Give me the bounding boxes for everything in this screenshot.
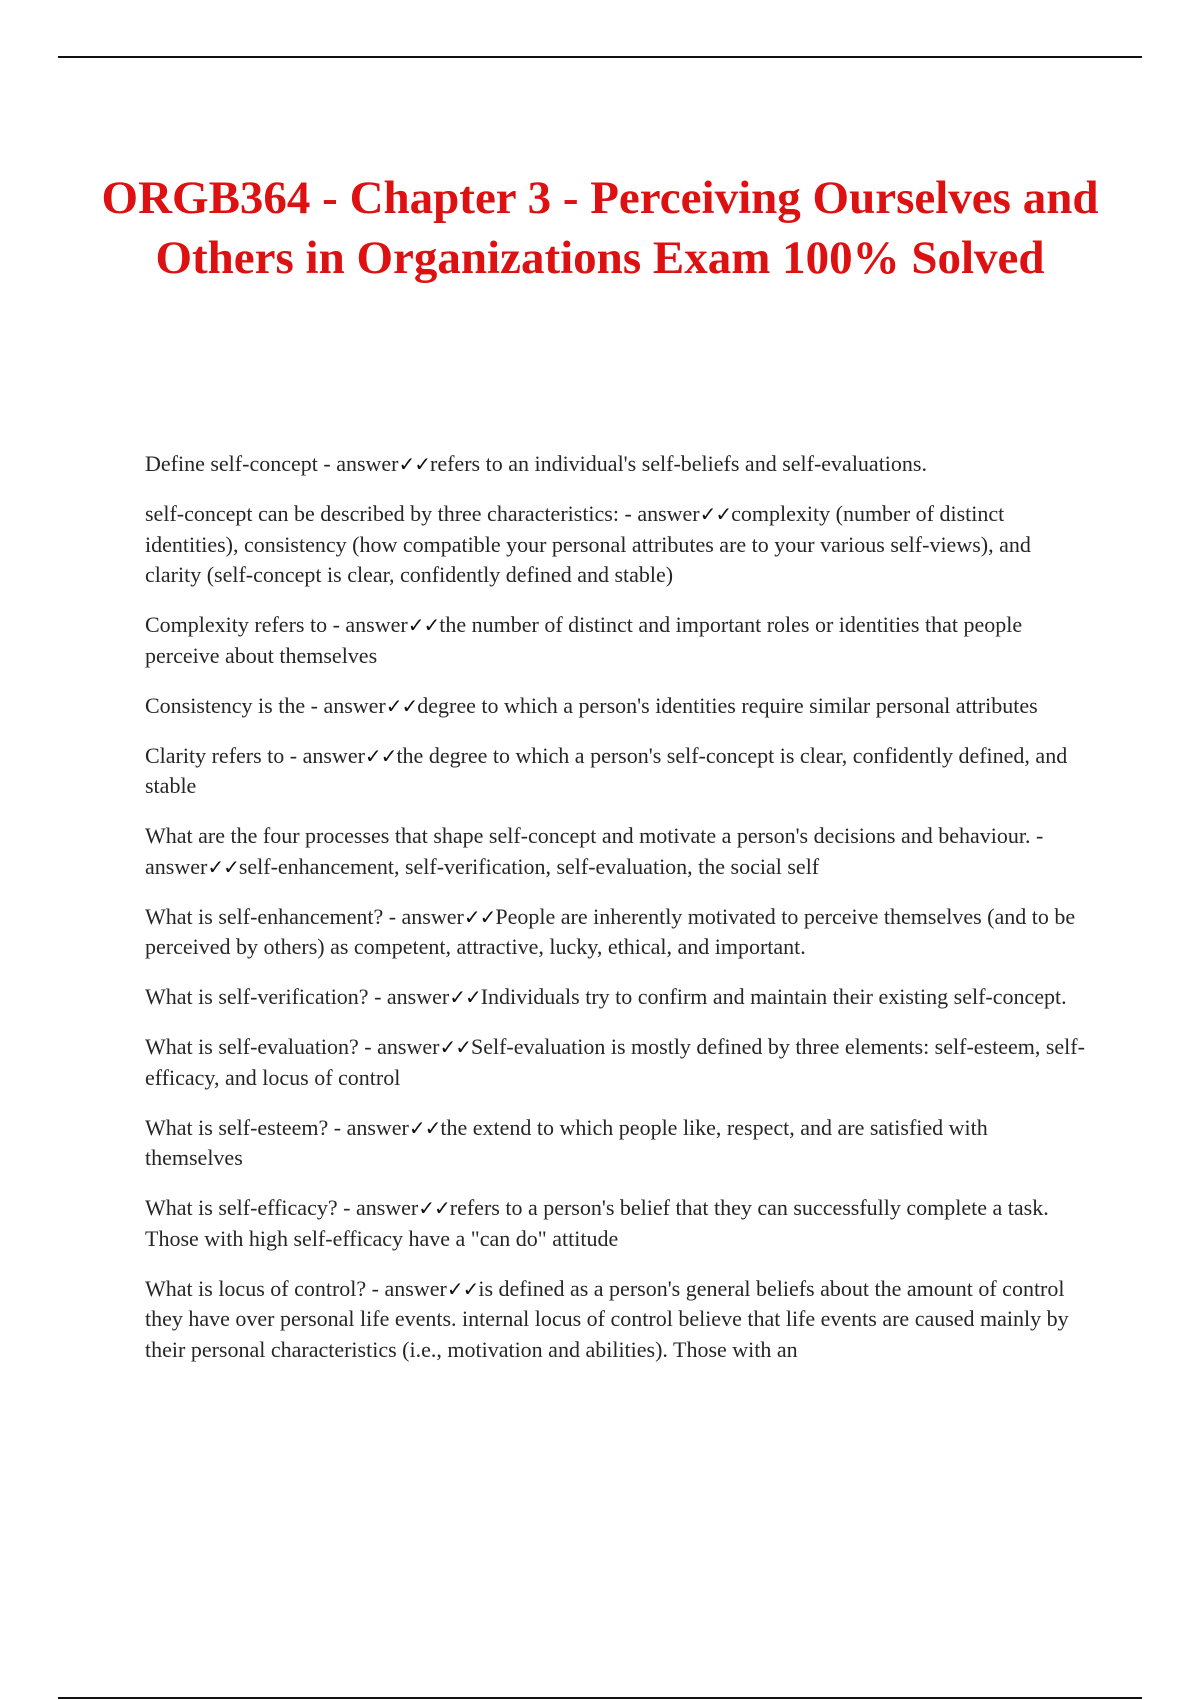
qa-item [145, 499, 1090, 591]
answer-marker: answer [386, 984, 450, 1009]
question-text: What is self-esteem? - [145, 1114, 347, 1140]
double-check-icon: ✓✓ [364, 743, 397, 768]
question-text: What is locus of control? - [145, 1275, 385, 1301]
double-check-icon: ✓✓ [385, 693, 418, 718]
qa-item [145, 1193, 1090, 1254]
qa-item [145, 982, 1090, 1013]
qa-item [145, 691, 1090, 722]
bottom-rule [58, 1697, 1142, 1699]
question-text: Complexity refers to - [145, 612, 346, 637]
question-text: Define self-concept - [145, 451, 337, 476]
answer-text: refers to an individual's self-beliefs and self-evaluations. [430, 451, 927, 476]
question-text: What is self-verification? - [145, 984, 387, 1009]
answer-marker: answer [302, 742, 365, 768]
qa-item [145, 741, 1090, 802]
answer-marker: answer [384, 1275, 447, 1301]
qa-item [145, 1274, 1090, 1366]
answer-text: Individuals try to confirm and maintain their existing self-concept. [480, 984, 1067, 1009]
double-check-icon: ✓✓ [439, 1035, 471, 1059]
answer-marker: answer [355, 1195, 419, 1220]
document-title: ORGB364 - Chapter 3 - Perceiving Ourselves and Others in Organizations Exam 100% Solved [101, 172, 1099, 284]
answer-marker: answer [345, 612, 408, 637]
qa-item [145, 902, 1090, 963]
double-check-icon: ✓✓ [407, 613, 440, 637]
answer-text: Self-evaluation is mostly defined by three elements: self-esteem, self-efficacy, and locus of control [145, 1034, 1085, 1090]
answer-text: the degree to which a person's self-concept is clear, confidently defined, and stable [145, 742, 1068, 798]
qa-list [145, 449, 1090, 1385]
qa-item [145, 610, 1090, 671]
answer-marker: answer [336, 451, 399, 476]
answer-marker: answer [401, 903, 464, 929]
answer-marker: answer [323, 692, 386, 718]
answer-marker: answer [346, 1114, 409, 1140]
qa-item [145, 1113, 1090, 1174]
double-check-icon: ✓✓ [463, 904, 496, 929]
double-check-icon: ✓✓ [408, 1115, 441, 1140]
answer-marker: answer [145, 853, 208, 879]
answer-text: self-enhancement, self-verification, self-evaluation, the social self [238, 853, 820, 879]
answer-text: degree to which a person's identities require similar personal attributes [417, 692, 1038, 718]
answer-text: refers to a person's belief that they can successfully complete a task. Those with high self-efficacy have a "can do" attitude [145, 1195, 1049, 1251]
answer-marker: answer [637, 501, 700, 526]
double-check-icon: ✓✓ [418, 1196, 450, 1220]
double-check-icon: ✓✓ [449, 985, 481, 1009]
answer-text: the extend to which people like, respect, and are satisfied with themselves [145, 1114, 988, 1170]
qa-item [145, 1032, 1090, 1093]
double-check-icon: ✓✓ [699, 502, 732, 526]
double-check-icon: ✓✓ [446, 1276, 479, 1301]
question-text: self-concept can be described by three characteristics: - [145, 501, 638, 526]
question-text: What is self-enhancement? - [145, 903, 402, 929]
answer-text: complexity (number of distinct identities), consistency (how compatible your personal attributes are to your various self-views), and clarity (self-concept is clear, confidently defined and stable) [145, 501, 1031, 587]
question-text: Clarity refers to - [145, 742, 303, 768]
qa-item [145, 821, 1090, 882]
question-text: What is self-efficacy? - [145, 1195, 356, 1220]
answer-text: is defined as a person's general beliefs about the amount of control they have over personal life events. internal locus of control believe that life events are caused mainly by their personal characteristics (i.e., motivation and abilities). Those with an [145, 1275, 1069, 1362]
double-check-icon: ✓✓ [207, 854, 239, 879]
answer-marker: answer [377, 1034, 440, 1059]
question-text: What is self-evaluation? - [145, 1034, 378, 1059]
qa-item [145, 449, 1090, 480]
top-rule [58, 56, 1142, 58]
answer-text: the number of distinct and important roles or identities that people perceive about themselves [145, 612, 1023, 668]
double-check-icon: ✓✓ [398, 452, 431, 476]
question-text: Consistency is the - [145, 692, 324, 718]
answer-text: People are inherently motivated to perceive themselves (and to be perceived by others) as competent, attractive, lucky, ethical, and important. [145, 903, 1076, 959]
question-text: What are the four processes that shape self-concept and motivate a person's decisions and behaviour. - [145, 823, 1044, 848]
